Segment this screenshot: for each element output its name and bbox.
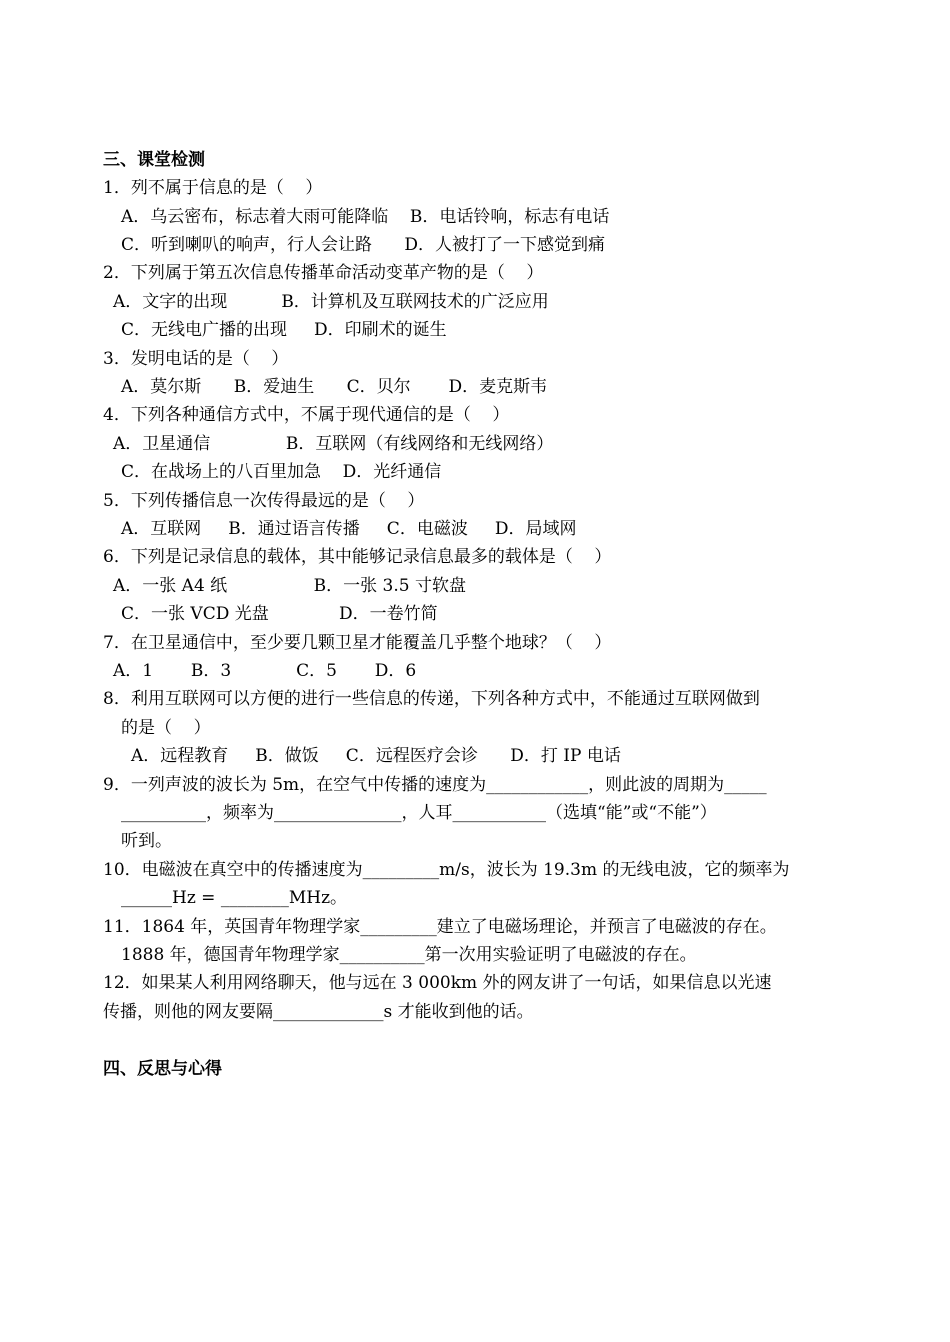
q9-stem-cont: __________，频率为_______________，人耳___________（选填“能”或“不能”） [121,803,717,823]
q6-options-cd: C．一张 VCD 光盘 D．一卷竹简 [121,604,438,624]
q1-options-cd: C．听到喇叭的响声，行人会让路 D．人被打了一下感觉到痛 [121,235,606,255]
q5-options: A．互联网 B．通过语言传播 C．电磁波 D．局域网 [121,519,577,539]
q4-stem: 4．下列各种通信方式中，不属于现代通信的是（ ） [103,405,510,425]
q1-stem: 1．列不属于信息的是（ ） [103,178,323,198]
q7-stem: 7．在卫星通信中，至少要几颗卫星才能覆盖几乎整个地球？（ ） [103,633,612,653]
section3-heading: 三、课堂检测 [103,150,205,170]
q5-stem: 5．下列传播信息一次传得最远的是（ ） [103,491,425,511]
q10-stem-cont: ______Hz = ________MHz。 [121,888,348,908]
section4-heading: 四、反思与心得 [103,1059,222,1079]
q8-stem: 8．利用互联网可以方便的进行一些信息的传递，下列各种方式中，不能通过互联网做到 [103,689,760,709]
q2-options-cd: C．无线电广播的出现 D．印刷术的诞生 [121,320,447,340]
q4-options-ab: A．卫星通信 B．互联网（有线网络和无线网络） [113,434,554,454]
q2-stem: 2．下列属于第五次信息传播革命活动变革产物的是（ ） [103,263,544,283]
q8-options: A．远程教育 B．做饭 C．远程医疗会诊 D．打 IP 电话 [131,746,621,766]
q6-stem: 6．下列是记录信息的载体，其中能够记录信息最多的载体是（ ） [103,547,612,567]
q2-options-ab: A．文字的出现 B．计算机及互联网技术的广泛应用 [113,292,549,312]
q10-stem: 10．电磁波在真空中的传播速度为_________m/s，波长为 19.3m 的无线电波，它的频率为 [103,860,790,880]
q12-stem: 12．如果某人利用网络聊天，他与远在 3 000km 外的网友讲了一句话，如果信息以光速 [103,973,772,993]
q4-options-cd: C．在战场上的八百里加急 D．光纤通信 [121,462,442,482]
q9-stem: 9．一列声波的波长为 5m，在空气中传播的速度为____________，则此波的周期为_____ [103,775,767,795]
q9-stem-end: 听到。 [121,831,172,851]
q3-stem: 3．发明电话的是（ ） [103,349,289,369]
q12-stem-cont: 传播，则他的网友要隔_____________s 才能收到他的话。 [103,1002,534,1022]
q11-stem: 11．1864 年，英国青年物理学家_________建立了电磁场理论，并预言了电磁波的存在。 [103,917,777,937]
q3-options: A．莫尔斯 B．爱迪生 C．贝尔 D．麦克斯韦 [121,377,548,397]
q11-stem-cont: 1888 年，德国青年物理学家__________第一次用实验证明了电磁波的存在。 [121,945,697,965]
q6-options-ab: A．一张 A4 纸 B．一张 3.5 寸软盘 [113,576,466,596]
q8-stem-cont: 的是（ ） [121,718,211,738]
q1-options-ab: A．乌云密布，标志着大雨可能降临 B．电话铃响，标志有电话 [121,207,610,227]
q7-options: A．1 B．3 C．5 D．6 [113,661,417,681]
